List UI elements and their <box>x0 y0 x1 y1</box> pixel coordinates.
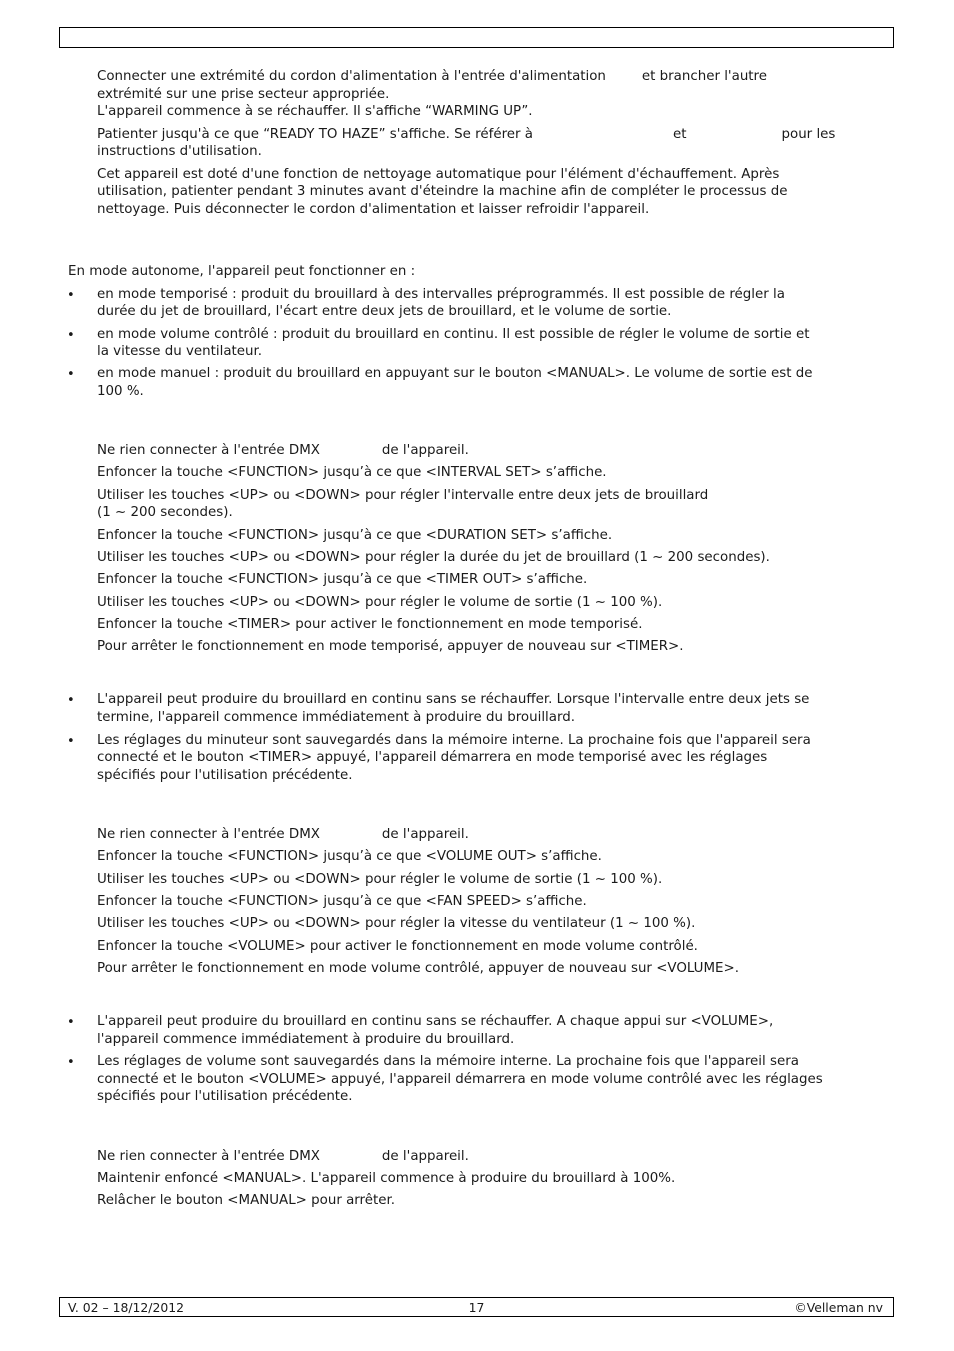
volume-note-line: l'appareil commence immédiatement à produire du brouillard. <box>97 1032 515 1047</box>
timer-note-line: Les réglages du minuteur sont sauvegardés dans la mémoire interne. La prochaine fois que l'appareil sera <box>97 733 811 748</box>
setup-connect-line-2: extrémité sur une prise secteur appropriée. <box>97 87 390 102</box>
timer-step-dmx-text-2: de l'appareil. <box>381 443 469 458</box>
timer-step-dmx <box>97 442 882 460</box>
bullet-icon: • <box>67 328 75 343</box>
setup-wait-text-3: pour les <box>781 127 836 142</box>
timer-step: Enfoncer la touche <FUNCTION> jusqu’à ce que <TIMER OUT> s’affiche. <box>97 572 588 587</box>
manual-step-dmx-text: Ne rien connecter à l'entrée DMX <box>97 1149 320 1164</box>
timer-step: Utiliser les touches <UP> ou <DOWN> pour régler la durée du jet de brouillard (1 ~ 200 secondes). <box>97 550 770 565</box>
timer-note-line: L'appareil peut produire du brouillard en continu sans se réchauffer. Lorsque l'intervalle entre deux jets se <box>97 692 810 707</box>
cleaning-line-2: utilisation, patienter pendant 3 minutes avant d'éteindre la machine afin de compléter le processus de <box>97 184 788 199</box>
page-header-box <box>59 27 894 48</box>
bullet-icon: • <box>67 367 75 382</box>
volume-step-dmx <box>97 826 882 844</box>
setup-connect-text-2: et brancher l'autre <box>641 69 768 84</box>
volume-step: Enfoncer la touche <FUNCTION> jusqu’à ce que <VOLUME OUT> s’affiche. <box>97 849 602 864</box>
timer-step: Enfoncer la touche <TIMER> pour activer le fonctionnement en mode temporisé. <box>97 617 643 632</box>
timer-step: Pour arrêter le fonctionnement en mode temporisé, appuyer de nouveau sur <TIMER>. <box>97 639 684 654</box>
timer-step: Utiliser les touches <UP> ou <DOWN> pour régler le volume de sortie (1 ~ 100 %). <box>97 595 663 610</box>
footer-version: V. 02 – 18/12/2012 <box>68 1300 185 1315</box>
manual-step: Relâcher le bouton <MANUAL> pour arrêter. <box>97 1193 396 1208</box>
volume-step-dmx-text-2: de l'appareil. <box>381 827 469 842</box>
timer-step-cont: (1 ~ 200 secondes). <box>97 505 233 520</box>
volume-step: Utiliser les touches <UP> ou <DOWN> pour régler la vitesse du ventilateur (1 ~ 100 %). <box>97 916 696 931</box>
setup-connect-text: Connecter une extrémité du cordon d'alimentation à l'entrée d'alimentation <box>97 69 606 84</box>
cleaning-line-3: nettoyage. Puis déconnecter le cordon d'alimentation et laisser refroidir l'appareil. <box>97 202 650 217</box>
volume-step: Enfoncer la touche <VOLUME> pour activer le fonctionnement en mode volume contrôlé. <box>97 939 698 954</box>
cleaning-line-1: Cet appareil est doté d'une fonction de nettoyage automatique pour l'élément d'échauffement. Après <box>97 167 780 182</box>
mode-item-volume-line-2: la vitesse du ventilateur. <box>97 344 263 359</box>
bullet-icon: • <box>67 1015 75 1030</box>
volume-note-line: L'appareil peut produire du brouillard en continu sans se réchauffer. A chaque appui sur <VOLUME>, <box>97 1014 774 1029</box>
volume-step: Enfoncer la touche <FUNCTION> jusqu’à ce que <FAN SPEED> s’affiche. <box>97 894 587 909</box>
bullet-icon: • <box>67 288 75 303</box>
volume-step-dmx-text: Ne rien connecter à l'entrée DMX <box>97 827 320 842</box>
standalone-intro: En mode autonome, l'appareil peut fonctionner en : <box>68 264 416 279</box>
timer-step: Enfoncer la touche <FUNCTION> jusqu’à ce que <INTERVAL SET> s’affiche. <box>97 465 607 480</box>
footer-copyright: ©Velleman nv <box>794 1300 883 1315</box>
volume-step: Utiliser les touches <UP> ou <DOWN> pour régler le volume de sortie (1 ~ 100 %). <box>97 872 663 887</box>
mode-item-timer-line-2: durée du jet de brouillard, l'écart entre deux jets de brouillard, et le volume de sortie. <box>97 304 672 319</box>
setup-warming: L'appareil commence à se réchauffer. Il s'affiche “WARMING UP”. <box>97 104 533 119</box>
timer-note-line: spécifiés pour l'utilisation précédente. <box>97 768 353 783</box>
timer-note-line: connecté et le bouton <TIMER> appuyé, l'appareil démarrera en mode temporisé avec les réglages <box>97 750 768 765</box>
timer-step-dmx-text: Ne rien connecter à l'entrée DMX <box>97 443 320 458</box>
timer-step: Enfoncer la touche <FUNCTION> jusqu’à ce que <DURATION SET> s’affiche. <box>97 528 613 543</box>
footer-page-number: 17 <box>468 1300 485 1315</box>
mode-item-volume-line-1: en mode volume contrôlé : produit du brouillard en continu. Il est possible de régler le volume de sortie et <box>97 327 810 342</box>
mode-item-manual-line-2: 100 %. <box>97 384 144 399</box>
manual-step: Maintenir enfoncé <MANUAL>. L'appareil commence à produire du brouillard à 100%. <box>97 1171 676 1186</box>
volume-note-line: Les réglages de volume sont sauvegardés dans la mémoire interne. La prochaine fois que l'appareil sera <box>97 1054 799 1069</box>
mode-item-timer-line-1: en mode temporisé : produit du brouillard à des intervalles préprogrammés. Il est possible de régler la <box>97 287 785 302</box>
bullet-icon: • <box>67 734 75 749</box>
setup-wait-line-2: instructions d'utilisation. <box>97 144 262 159</box>
setup-connect-line <box>97 68 882 86</box>
bullet-icon: • <box>67 693 75 708</box>
volume-step: Pour arrêter le fonctionnement en mode volume contrôlé, appuyer de nouveau sur <VOLUME>. <box>97 961 739 976</box>
manual-step-dmx <box>97 1148 882 1166</box>
mode-item-manual-line-1: en mode manuel : produit du brouillard en appuyant sur le bouton <MANUAL>. Le volume de sortie est de <box>97 366 813 381</box>
manual-step-dmx-text-2: de l'appareil. <box>381 1149 469 1164</box>
timer-step: Utiliser les touches <UP> ou <DOWN> pour régler l'intervalle entre deux jets de brouillard <box>97 488 709 503</box>
volume-note-line: spécifiés pour l'utilisation précédente. <box>97 1089 353 1104</box>
page-footer <box>59 1297 894 1317</box>
setup-wait-text: Patienter jusqu'à ce que “READY TO HAZE” s'affiche. Se référer à <box>97 127 533 142</box>
setup-wait-text-2: et <box>673 127 687 142</box>
bullet-icon: • <box>67 1055 75 1070</box>
setup-wait-line <box>97 126 882 144</box>
timer-note-line: termine, l'appareil commence immédiatement à produire du brouillard. <box>97 710 575 725</box>
volume-note-line: connecté et le bouton <VOLUME> appuyé, l'appareil démarrera en mode volume contrôlé avec les réglages <box>97 1072 823 1087</box>
